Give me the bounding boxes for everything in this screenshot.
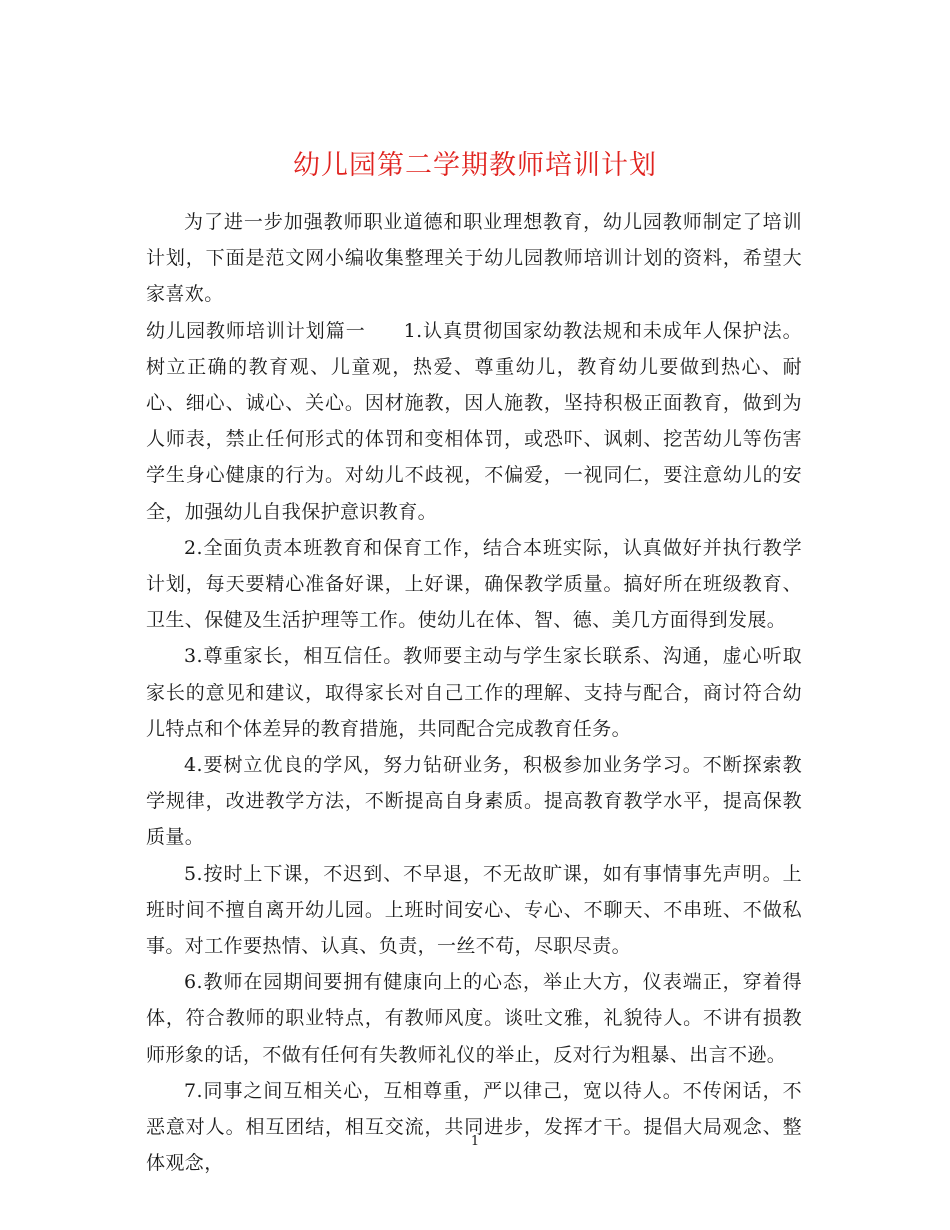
item-4-paragraph: 4.要树立优良的学风，努力钻研业务，积极参加业务学习。不断探索教学规律，改进教学方法，不断提高自身素质。提高教育教学水平，提高保教质量。 (146, 754, 802, 849)
section-heading: 幼儿园教师培训计划篇一 (146, 319, 366, 342)
item-3-paragraph: 3.尊重家长，相互信任。教师要主动与学生家长联系、沟通，虚心听取家长的意见和建议，取得家长对自己工作的理解、支持与配合，商讨符合幼儿特点和个体差异的教育措施，共同配合完成教育任务。 (146, 645, 802, 740)
item-2-paragraph: 2.全面负责本班教育和保育工作，结合本班实际，认真做好并执行教学计划，每天要精心准备好课，上好课，确保教学质量。搞好所在班级教育、卫生、保健及生活护理等工作。使幼儿在体、智、德、美几方面得到发展。 (146, 536, 802, 632)
page-number: 1 (470, 1134, 480, 1149)
document-body (146, 204, 802, 1181)
item-1-text: 1.认真贯彻国家幼教法规和未成年人保护法。树立正确的教育观、儿童观，热爱、尊重幼儿，教育幼儿要做到热心、耐心、细心、诚心、关心。因材施教，因人施教，坚持积极正面教育，做到为人师表，禁止任何形式的体罚和变相体罚，或恐吓、讽刺、挖苦幼儿等伤害学生身心健康的行为。对幼儿不歧视，不偏爱，一视同仁，要注意幼儿的安全，加强幼儿自我保护意识教育。 (146, 319, 803, 523)
section-paragraph-1 (146, 313, 802, 530)
item-7-paragraph: 7.同事之间互相关心，互相尊重，严以律己，宽以待人。不传闲话，不恶意对人。相互团结，相互交流，共同进步，发挥才干。提倡大局观念、整体观念， (146, 1079, 802, 1175)
item-6-paragraph: 6.教师在园期间要拥有健康向上的心态，举止大方，仪表端正，穿着得体，符合教师的职业特点，有教师风度。谈吐文雅，礼貌待人。不讲有损教师形象的话，不做有任何有失教师礼仪的举止，反对行为粗暴、出言不逊。 (146, 971, 802, 1066)
intro-paragraph: 为了进一步加强教师职业道德和职业理想教育，幼儿园教师制定了培训计划，下面是范文网小编收集整理关于幼儿园教师培训计划的资料，希望大家喜欢。 (146, 211, 802, 306)
item-5-paragraph: 5.按时上下课，不迟到、不早退，不无故旷课，如有事情事先声明。上班时间不擅自离开幼儿园。上班时间安心、专心、不聊天、不串班、不做私事。对工作要热情、认真、负责，一丝不苟，尽职尽责。 (146, 862, 802, 958)
document-title: 幼儿园第二学期教师培训计划 (293, 150, 657, 182)
